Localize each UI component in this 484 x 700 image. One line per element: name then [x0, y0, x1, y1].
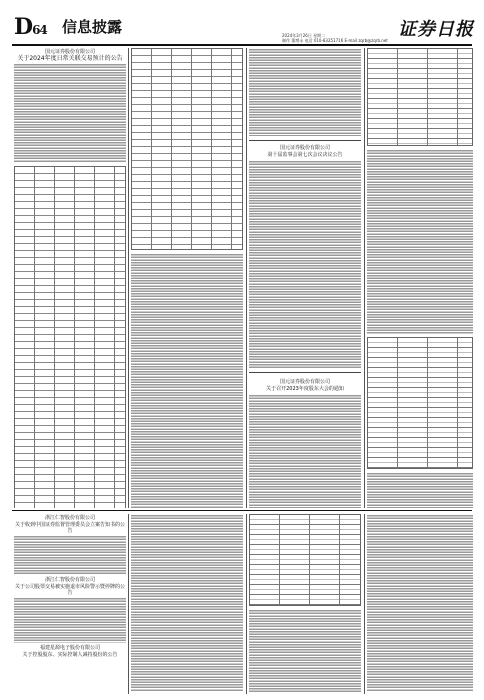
article-body [249, 160, 361, 368]
article-body [14, 63, 126, 163]
section-title: 信息披露 [62, 18, 123, 36]
article-body [367, 149, 473, 334]
meeting-agenda-table [367, 48, 473, 146]
page-number [14, 14, 47, 40]
article-lower-col2 [131, 514, 243, 694]
article-title: 关于控股股东、实际控制人减持股份的公告 [22, 652, 118, 658]
transactions-table [14, 166, 126, 508]
article-related-transactions [14, 48, 126, 508]
article-title: 关于召开2023年度股东大会的通知 [266, 386, 344, 392]
article-body [249, 609, 361, 693]
proxy-form-table [367, 337, 473, 469]
contact-line: 制作 董增永 电话 010-83251716 E-mail zqrb@zqrb.net [282, 38, 388, 43]
article-title: 关于公司股票交易被实施退市风险警示暨停牌的公告 [14, 584, 125, 596]
article-lower-col4 [367, 514, 473, 694]
article-lower-col3 [249, 514, 361, 694]
article-body [131, 253, 243, 508]
issue-date: 2024年3月26日 星期二 [282, 33, 326, 38]
column-divider [246, 48, 247, 508]
shareholding-table [249, 514, 361, 606]
article-title: 关于收到中国证券监督管理委员会立案告知书的公告 [14, 522, 125, 534]
header-rule [12, 44, 472, 46]
article-company: 浙江仁智股份有限公司 [44, 515, 95, 521]
column-divider [128, 48, 129, 508]
article-body [249, 394, 361, 508]
article-lower-left [14, 514, 126, 694]
column-divider [364, 514, 365, 694]
article-supervisory-board [249, 144, 361, 159]
page-letter: D [14, 14, 33, 40]
article-column-2 [131, 48, 243, 508]
article-company: 国元证券股份有限公司 [279, 145, 330, 151]
article-body [14, 597, 126, 643]
column-divider [364, 48, 365, 508]
article-title: 第十届监事会第七次会议决议公告 [267, 152, 343, 158]
article-company: 福建星源电子股份有限公司 [39, 645, 100, 651]
article-body [249, 48, 361, 136]
article-column-4 [367, 48, 473, 508]
article-body [367, 472, 473, 508]
article-shareholders-meeting [249, 378, 361, 393]
article-company: 浙江仁智股份有限公司 [44, 577, 95, 583]
article-body [14, 535, 126, 575]
page-header [0, 0, 484, 44]
article-divider [249, 140, 361, 141]
article-body [367, 514, 473, 692]
article-company: 国元证券股份有限公司 [279, 379, 330, 385]
transactions-table-cont [131, 48, 243, 250]
article-title: 关于2024年度日常关联交易预计的公告 [17, 55, 123, 62]
newspaper-logo: 证券日报 [398, 19, 474, 40]
article-company: 国元证券股份有限公司 [44, 49, 95, 55]
article-column-3 [249, 48, 361, 508]
section-rule [12, 510, 472, 511]
column-divider [246, 514, 247, 694]
page-number-digits: 64 [32, 23, 47, 37]
article-divider [249, 372, 361, 373]
column-divider [128, 514, 129, 694]
article-body [131, 514, 243, 692]
